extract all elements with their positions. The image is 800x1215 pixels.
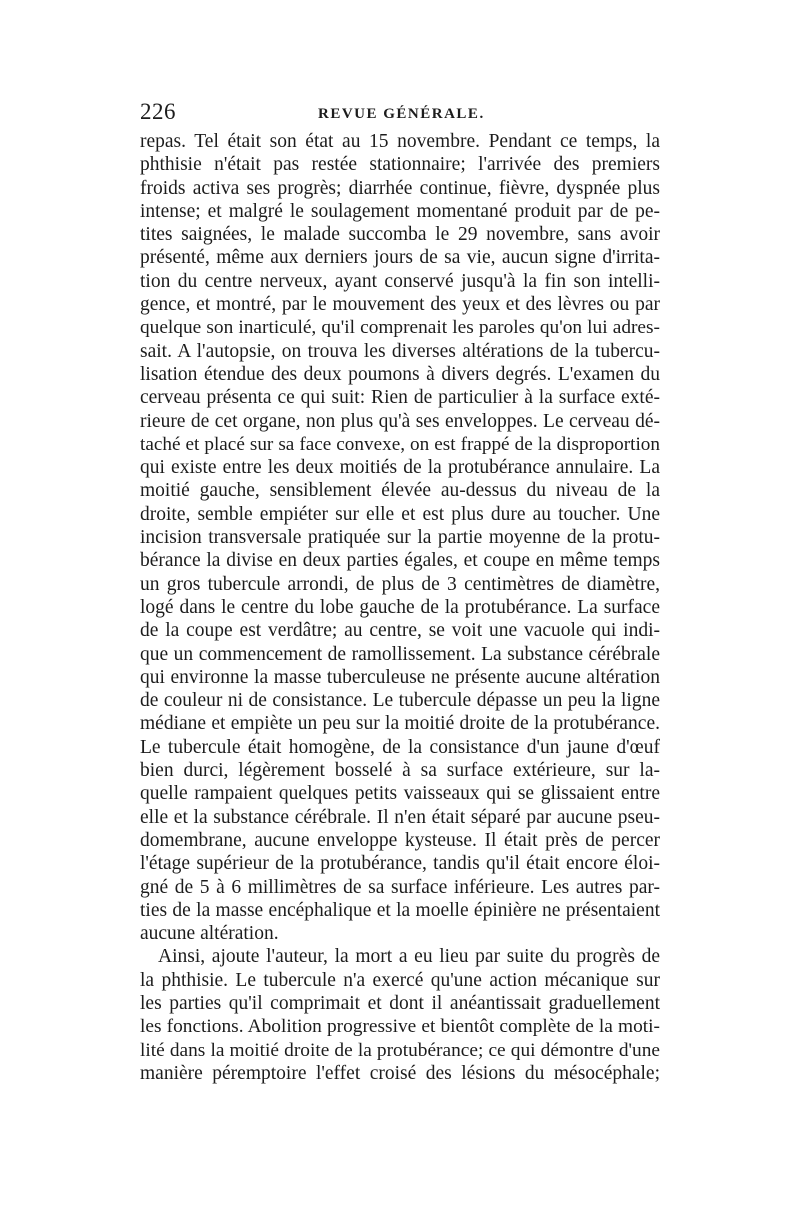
- running-head: [140, 99, 670, 125]
- text-line: repas. Tel était son état au 15 novembre. Pendant ce temps, la: [140, 131, 660, 152]
- text-line: quelle rampaient quelques petits vaisseaux qui se glissaient entre: [140, 783, 660, 805]
- page-number: 226: [140, 99, 176, 124]
- text-line: tites saignées, le malade succomba le 29 novembre, sans avoir: [140, 224, 660, 246]
- body-text: [140, 130, 660, 1085]
- running-title: REVUE GÉNÉRALE.: [318, 106, 485, 122]
- text-line: présenté, même aux derniers jours de sa vie, aucun signe d'irrita-: [140, 247, 660, 269]
- text-line: de couleur ni de consistance. Le tubercule dépasse un peu la ligne: [140, 690, 660, 712]
- text-line: taché et placé sur sa face convexe, on est frappé de la disproportion: [140, 433, 660, 455]
- text-line: domembrane, aucune enveloppe kysteuse. Il était près de percer: [140, 829, 660, 851]
- text-line: ties de la masse encéphalique et la moelle épinière ne présentaient: [140, 899, 660, 921]
- text-line: phthisie n'était pas restée stationnaire; l'arrivée des premiers: [140, 154, 660, 176]
- text-line: rieure de cet organe, non plus qu'à ses enveloppes. Le cerveau dé-: [140, 410, 660, 432]
- text-line: bien durci, légèrement bosselé à sa surface extérieure, sur la-: [140, 760, 660, 782]
- text-line: un gros tubercule arrondi, de plus de 3 centimètres de diamètre,: [140, 573, 660, 595]
- text-line: intense; et malgré le soulagement momentané produit par de pe-: [140, 200, 660, 222]
- text-line: froids activa ses progrès; diarrhée continue, fièvre, dyspnée plus: [140, 177, 660, 199]
- paragraph-first-line: Ainsi, ajoute l'auteur, la mort a eu lieu par suite du progrès de: [158, 946, 660, 968]
- text-line: qui environne la masse tuberculeuse ne présente aucune altération: [140, 666, 660, 688]
- text-line: les fonctions. Abolition progressive et bientôt complète de la moti-: [140, 1016, 660, 1038]
- text-line: lisation étendue des deux poumons à divers degrés. L'examen du: [140, 363, 660, 385]
- text-line: la phthisie. Le tubercule n'a exercé qu'une action mécanique sur: [140, 969, 660, 991]
- text-line: l'étage supérieur de la protubérance, tandis qu'il était encore éloi-: [140, 853, 660, 875]
- text-line: Le tubercule était homogène, de la consistance d'un jaune d'œuf: [140, 736, 660, 758]
- text-line: lité dans la moitié droite de la protubérance; ce qui démontre d'une: [140, 1039, 660, 1061]
- text-line: moitié gauche, sensiblement élevée au-dessus du niveau de la: [140, 480, 660, 502]
- text-line: logé dans le centre du lobe gauche de la protubérance. La surface: [140, 596, 660, 618]
- text-line: quelque son inarticulé, qu'il comprenait les paroles qu'on lui adres-: [140, 317, 660, 339]
- text-line: cerveau présenta ce qui suit: Rien de particulier à la surface exté-: [140, 387, 660, 409]
- text-line: gence, et montré, par le mouvement des yeux et des lèvres ou par: [140, 294, 660, 316]
- text-line: les parties qu'il comprimait et dont il anéantissait graduellement: [140, 992, 660, 1014]
- text-line: médiane et empiète un peu sur la moitié droite de la protubérance.: [140, 713, 660, 735]
- text-line: bérance la divise en deux parties égales, et coupe en même temps: [140, 550, 660, 572]
- text-line: manière péremptoire l'effet croisé des lésions du mésocéphale;: [140, 1062, 660, 1084]
- text-line: de la coupe est verdâtre; au centre, se voit une vacuole qui indi-: [140, 620, 660, 642]
- text-line: aucune altération.: [140, 923, 279, 945]
- text-line: elle et la substance cérébrale. Il n'en était séparé par aucune pseu-: [140, 806, 660, 828]
- text-line: que un commencement de ramollissement. La substance cérébrale: [140, 643, 660, 665]
- text-line: sait. A l'autopsie, on trouva les diverses altérations de la tubercu-: [140, 340, 660, 362]
- text-line: qui existe entre les deux moitiés de la protubérance annulaire. La: [140, 457, 660, 479]
- text-line: tion du centre nerveux, ayant conservé jusqu'à la fin son intelli-: [140, 270, 660, 292]
- text-line: droite, semble empiéter sur elle et est plus dure au toucher. Une: [140, 503, 660, 525]
- text-line: incision transversale pratiquée sur la partie moyenne de la protu-: [140, 527, 660, 549]
- text-line: gné de 5 à 6 millimètres de sa surface inférieure. Les autres par-: [140, 876, 660, 898]
